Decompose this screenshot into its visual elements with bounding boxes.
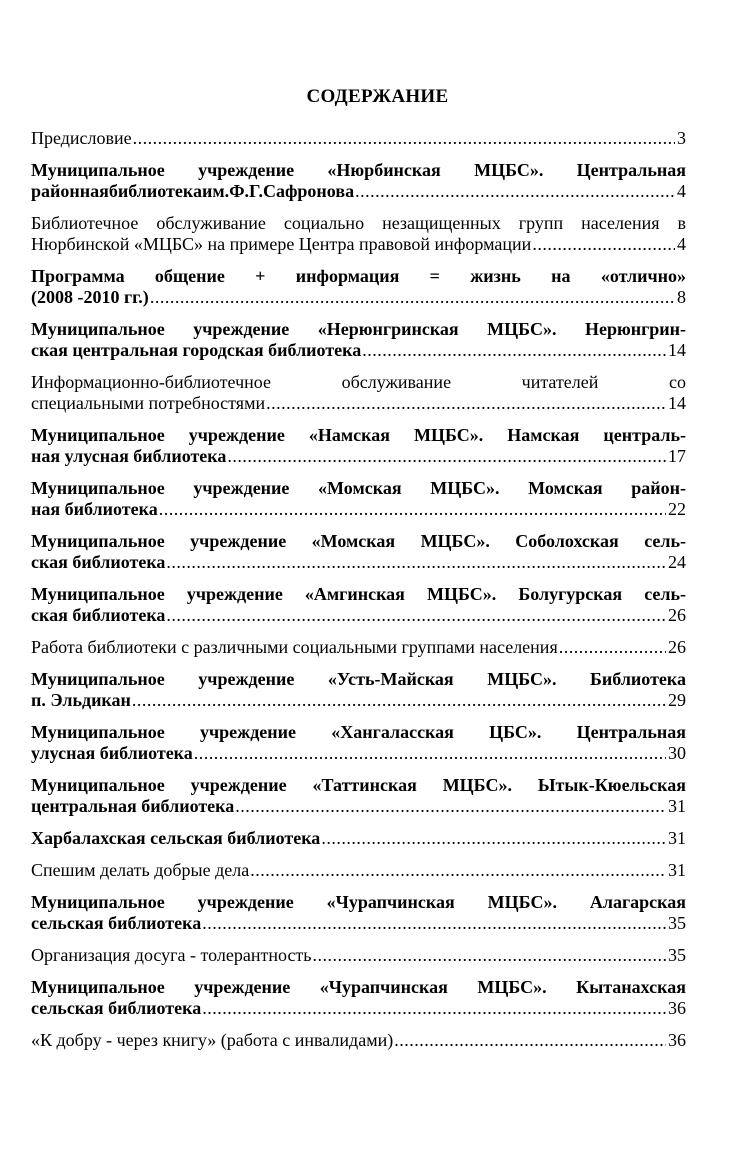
toc-entry-text: Муниципальное учреждение «Хангаласская ЦБС». Центральная: [31, 722, 686, 742]
toc-entry: [31, 128, 686, 149]
dot-leader: [532, 234, 675, 255]
toc-entry-last-line: [31, 828, 686, 849]
dot-leader: [166, 552, 666, 573]
toc-entry-text: сельская библиотека: [31, 998, 202, 1018]
toc-entry-last-line: [31, 913, 686, 934]
page-number: 4: [677, 234, 686, 254]
toc-entry-text: Информационно-библиотечное обслуживание читателей со: [31, 372, 686, 392]
toc-entry-line: [31, 213, 686, 234]
dot-leader: [313, 945, 666, 966]
toc-entry-last-line: [31, 605, 686, 626]
toc-entry: [31, 722, 686, 764]
toc-entry: [31, 977, 686, 1019]
toc-entry-last-line: [31, 181, 686, 202]
toc-entry-text: специальными потребностями: [31, 393, 266, 413]
toc-entry-line: [31, 775, 686, 796]
toc-entry-last-line: [31, 998, 686, 1019]
page-number: 26: [668, 637, 686, 657]
toc-entry-text: Программа общение + информация = жизнь на «отлично»: [31, 266, 686, 286]
toc-entry-line: [31, 584, 686, 605]
toc-entry-line: [31, 160, 686, 181]
toc-entry-last-line: [31, 234, 686, 255]
page-number: 31: [668, 796, 686, 816]
toc-entry: [31, 892, 686, 934]
toc-entry-last-line: [31, 690, 686, 711]
toc-entry: [31, 1030, 686, 1051]
toc-entry: [31, 637, 686, 658]
dot-leader: [250, 860, 666, 881]
dot-leader: [159, 499, 666, 520]
toc-entry-text: улусная библиотека: [31, 743, 193, 763]
toc-entry: [31, 945, 686, 966]
toc-entry-line: [31, 266, 686, 287]
toc-entry-last-line: [31, 287, 686, 308]
toc-entry-text: Муниципальное учреждение «Усть-Майская МЦБС». Библиотека: [31, 669, 686, 689]
toc-entry: [31, 828, 686, 849]
toc-entry: [31, 860, 686, 881]
page-number: 26: [668, 605, 686, 625]
toc-entry-text: Муниципальное учреждение «Чурапчинская МЦБС». Алагарская: [31, 892, 686, 912]
dot-leader: [202, 913, 666, 934]
dot-leader: [166, 605, 666, 626]
toc-entry-last-line: [31, 128, 686, 149]
toc-entry-line: [31, 478, 686, 499]
toc-entry: [31, 584, 686, 626]
toc-entry-text: (2008 -2010 гг.): [31, 287, 149, 307]
toc-entry-last-line: [31, 860, 686, 881]
toc-entry-text: ная библиотека: [31, 499, 158, 519]
toc-entry-line: [31, 319, 686, 340]
toc-entry-text: Библиотечное обслуживание социально незащищенных групп населения в: [31, 213, 686, 233]
page-number: 3: [677, 128, 686, 148]
page-number: 36: [668, 998, 686, 1018]
toc-entry-text: ская библиотека: [31, 605, 166, 625]
toc-entry-text: Муниципальное учреждение «Таттинская МЦБС». Ытык-Кюельская: [31, 775, 686, 795]
toc-entry: [31, 213, 686, 255]
page-number: 4: [677, 181, 686, 201]
dot-leader: [362, 340, 666, 361]
toc-entry-line: [31, 669, 686, 690]
toc-entry-line: [31, 977, 686, 998]
toc-entry-line: [31, 722, 686, 743]
toc-entry-text: Муниципальное учреждение «Нюрбинская МЦБС». Центральная: [31, 160, 686, 180]
toc-entry-line: [31, 372, 686, 393]
toc-entry-text: центральная библиотека: [31, 796, 235, 816]
toc-entry: [31, 531, 686, 573]
toc-entry: [31, 266, 686, 308]
dot-leader: [321, 828, 666, 849]
table-of-contents: [31, 128, 686, 1062]
toc-entry-last-line: [31, 945, 686, 966]
toc-entry-last-line: [31, 446, 686, 467]
dot-leader: [132, 690, 666, 711]
page-number: 30: [668, 743, 686, 763]
toc-entry-text: ская центральная городская библиотека: [31, 340, 362, 360]
toc-entry-text: ная улусная библиотека: [31, 446, 227, 466]
toc-entry-line: [31, 425, 686, 446]
toc-entry: [31, 372, 686, 414]
toc-entry-last-line: [31, 499, 686, 520]
toc-entry-text: Муниципальное учреждение «Чурапчинская МЦБС». Кытанахская: [31, 977, 686, 997]
toc-entry-text: Харбалахская сельская библиотека: [31, 828, 321, 848]
dot-leader: [355, 181, 675, 202]
dot-leader: [194, 743, 666, 764]
toc-entry-text: Спешим делать добрые дела: [31, 860, 250, 880]
toc-entry: [31, 425, 686, 467]
dot-leader: [266, 393, 666, 414]
toc-entry-last-line: [31, 796, 686, 817]
toc-entry: [31, 669, 686, 711]
page-number: 17: [668, 446, 686, 466]
dot-leader: [227, 446, 666, 467]
toc-entry-text: Муниципальное учреждение «Момская МЦБС». Момская район-: [31, 478, 686, 498]
toc-entry-last-line: [31, 340, 686, 361]
toc-entry-text: Нюрбинской «МЦБС» на примере Центра правовой информации: [31, 234, 532, 254]
page-number: 31: [668, 828, 686, 848]
page-number: 29: [668, 690, 686, 710]
toc-entry-text: ская библиотека: [31, 552, 166, 572]
toc-entry-line: [31, 531, 686, 552]
toc-entry-text: сельская библиотека: [31, 913, 202, 933]
page-number: 35: [668, 913, 686, 933]
page-title: СОДЕРЖАНИЕ: [306, 86, 449, 107]
toc-entry-text: Муниципальное учреждение «Момская МЦБС». Соболохская сель-: [31, 531, 686, 551]
toc-entry-text: п. Эльдикан: [31, 690, 131, 710]
page-number: 14: [668, 340, 686, 360]
page-number: 36: [668, 1030, 686, 1050]
dot-leader: [202, 998, 666, 1019]
toc-entry-last-line: [31, 393, 686, 414]
toc-entry-last-line: [31, 637, 686, 658]
toc-entry-text: Муниципальное учреждение «Амгинская МЦБС». Болугурская сель-: [31, 584, 686, 604]
toc-entry-text: Организация досуга - толерантность: [31, 945, 312, 965]
page-number: 8: [677, 287, 686, 307]
toc-entry-line: [31, 892, 686, 913]
dot-leader: [150, 287, 675, 308]
page-number: 35: [668, 945, 686, 965]
toc-entry: [31, 160, 686, 202]
dot-leader: [235, 796, 666, 817]
dot-leader: [394, 1030, 666, 1051]
toc-entry-text: «К добру - через книгу» (работа с инвалидами): [31, 1030, 394, 1050]
toc-entry-text: Предисловие: [31, 128, 132, 148]
page-number: 22: [668, 499, 686, 519]
page-number: 14: [668, 393, 686, 413]
toc-entry-last-line: [31, 552, 686, 573]
page-number: 31: [668, 860, 686, 880]
toc-entry-last-line: [31, 1030, 686, 1051]
toc-entry: [31, 319, 686, 361]
toc-entry: [31, 478, 686, 520]
page-number: 24: [668, 552, 686, 572]
toc-entry-last-line: [31, 743, 686, 764]
toc-entry-text: Муниципальное учреждение «Нерюнгринская МЦБС». Нерюнгрин-: [31, 319, 686, 339]
dot-leader: [559, 637, 666, 658]
toc-entry-text: районнаябиблиотекаим.Ф.Г.Сафронова: [31, 181, 355, 201]
dot-leader: [133, 128, 675, 149]
toc-entry: [31, 775, 686, 817]
toc-entry-text: Муниципальное учреждение «Намская МЦБС». Намская централь-: [31, 425, 686, 445]
toc-entry-text: Работа библиотеки с различными социальными группами населения: [31, 637, 558, 657]
